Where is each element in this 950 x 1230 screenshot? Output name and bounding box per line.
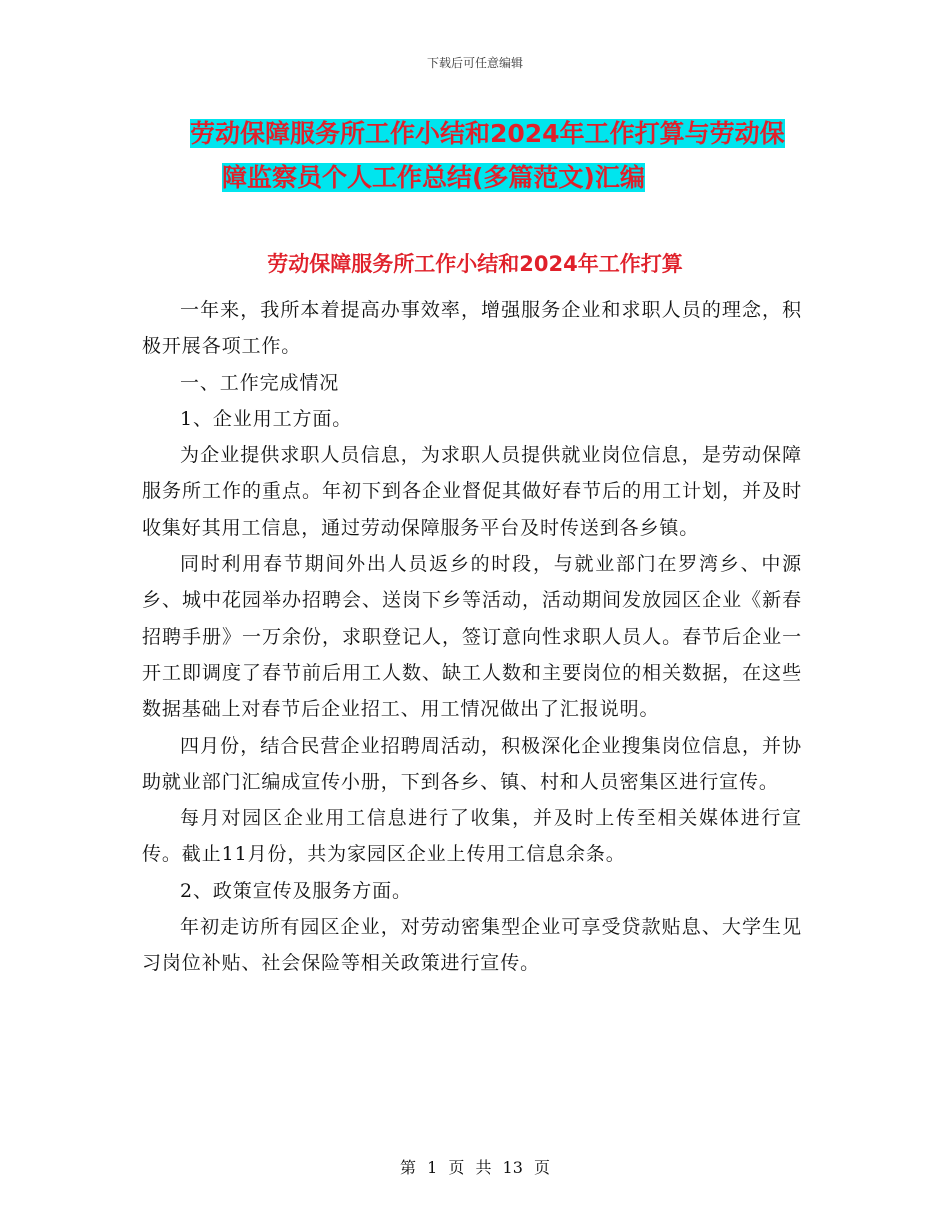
section-title: 劳动保障服务所工作小结和2024年工作打算 xyxy=(267,252,683,276)
paragraph-9: 年初走访所有园区企业，对劳动密集型企业可享受贷款贴息、大学生见习岗位补贴、社会保险等相关政策进行宣传。 xyxy=(142,916,802,975)
document-title-line-2 xyxy=(150,156,850,200)
paragraph-3: 1、企业用工方面。 xyxy=(180,407,353,430)
page-footer: 第 1 页 共 13 页 xyxy=(400,1158,550,1177)
paragraph-2: 一、工作完成情况 xyxy=(180,371,340,394)
paragraph-8: 2、政策宣传及服务方面。 xyxy=(180,879,412,902)
document-title-line-1 xyxy=(150,112,850,156)
title-highlight-2: 障监察员个人工作总结(多篇范文)汇编 xyxy=(222,163,645,192)
paragraph-4: 为企业提供求职人员信息，为求职人员提供就业岗位信息，是劳动保障服务所工作的重点。年初下到各企业督促其做好春节后的用工计划，并及时收集好其用工信息，通过劳动保障服务平台及时传送到各乡镇。 xyxy=(142,444,802,539)
paragraph-7: 每月对园区企业用工信息进行了收集，并及时上传至相关媒体进行宣传。截止11月份，共为家园区企业上传用工信息余条。 xyxy=(142,807,802,866)
paragraph-5: 同时利用春节期间外出人员返乡的时段，与就业部门在罗湾乡、中源乡、城中花园举办招聘会、送岗下乡等活动，活动期间发放园区企业《新春招聘手册》一万余份，求职登记人，签订意向性求职人员人。春节后企业一开工即调度了春节前后用工人数、缺工人数和主要岗位的相关数据，在这些数据基础上对春节后企业招工、用工情况做出了汇报说明。 xyxy=(142,553,802,721)
paragraph-6: 四月份，结合民营企业招聘周活动，积极深化企业搜集岗位信息，并协助就业部门汇编成宣传小册，下到各乡、镇、村和人员密集区进行宣传。 xyxy=(142,734,802,793)
paragraph-1: 一年来，我所本着提高办事效率，增强服务企业和求职人员的理念，积极开展各项工作。 xyxy=(142,299,802,358)
title-highlight-1: 劳动保障服务所工作小结和2024年工作打算与劳动保 xyxy=(190,119,785,148)
document-body xyxy=(142,292,802,982)
header-note: 下载后可任意编辑 xyxy=(426,56,523,70)
document-title xyxy=(150,112,850,200)
